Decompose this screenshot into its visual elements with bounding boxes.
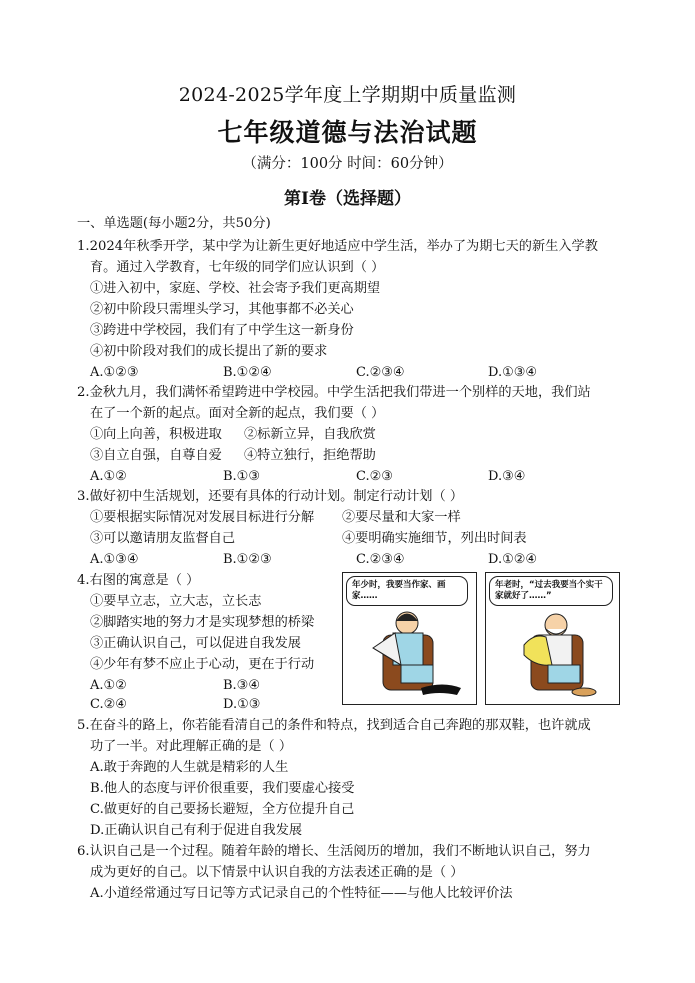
- speech-bubble: 年老时，“过去我要当个实干家就好了……”: [489, 576, 613, 606]
- q6-stem-line1: 6.认识自己是一个过程。随着年龄的增长、生活阅历的增加，我们不断地认识自己，努力: [77, 844, 591, 859]
- q2-stem-line2: 在了一个新的起点。面对全新的起点，我们要（ ）: [90, 406, 385, 421]
- young-man-figure-icon: [343, 573, 476, 704]
- option-b[interactable]: B.①②③: [223, 552, 272, 567]
- volume-heading: 第Ⅰ卷（选择题）: [284, 189, 411, 209]
- q2-item: ②标新立异，自我欣赏: [244, 427, 376, 442]
- comic-panel-old: [485, 572, 620, 705]
- option-b[interactable]: B.①②④: [223, 365, 272, 380]
- option-c[interactable]: C.②④: [90, 697, 127, 712]
- option-c[interactable]: C.②③: [356, 469, 393, 484]
- q1-stem-line1: 1.2024年秋季开学，某中学为让新生更好地适应中学生活，举办了为期七天的新生入学教: [77, 239, 598, 254]
- old-man-figure-icon: [486, 573, 619, 704]
- option-a[interactable]: A.①②: [90, 469, 127, 484]
- q3-item: ④要明确实施细节，列出时间表: [342, 531, 527, 546]
- q1-stem-line2: 育。通过入学教育，七年级的同学们应认识到（ ）: [90, 260, 385, 275]
- q6-stem-line2: 成为更好的自己。以下情景中认识自我的方法表述正确的是（ ）: [90, 865, 464, 880]
- option-a[interactable]: A.敢于奔跑的人生就是精彩的人生: [90, 760, 289, 775]
- q2-item: ③自立自强，自尊自爱: [90, 448, 222, 463]
- q4-stem-line1: 4.右图的寓意是（ ）: [77, 573, 200, 588]
- q5-stem-line2: 功了一半。对此理解正确的是（ ）: [90, 739, 293, 754]
- exam-subject: 七年级道德与法治试题: [217, 118, 478, 147]
- option-c[interactable]: C.做更好的自己要扬长避短，全方位提升自己: [90, 802, 355, 817]
- q3-item: ②要尽量和大家一样: [342, 510, 461, 525]
- option-b[interactable]: B.①③: [223, 469, 260, 484]
- q1-item: ③跨进中学校园，我们有了中学生这一新身份: [90, 323, 354, 338]
- option-a[interactable]: A.①②: [90, 678, 127, 693]
- q3-item: ①要根据实际情况对发展目标进行分解: [90, 510, 315, 525]
- q1-item: ②初中阶段只需埋头学习，其他事都不必关心: [90, 302, 354, 317]
- option-d[interactable]: D.①②④: [488, 552, 538, 567]
- option-c[interactable]: C.②③④: [356, 365, 405, 380]
- comic-panel-young: [342, 572, 477, 705]
- q1-item: ①进入初中，家庭、学校、社会寄予我们更高期望: [90, 281, 381, 296]
- q4-item: ①要早立志，立大志，立长志: [90, 594, 262, 609]
- q4-item: ③正确认识自己，可以促进自我发展: [90, 636, 301, 651]
- option-d[interactable]: D.正确认识自己有利于促进自我发展: [90, 823, 303, 838]
- q2-item: ④特立独行，拒绝帮助: [244, 448, 376, 463]
- q3-item: ③可以邀请朋友监督自己: [90, 531, 236, 546]
- exam-title: 2024-2025学年度上学期期中质量监测: [178, 84, 517, 106]
- q4-item: ②脚踏实地的努力才是实现梦想的桥梁: [90, 615, 315, 630]
- q4-item: ④少年有梦不应止于心动，更在于行动: [90, 657, 315, 672]
- option-d[interactable]: D.①③④: [488, 365, 538, 380]
- option-d[interactable]: D.③④: [488, 469, 526, 484]
- q5-stem-line1: 5.在奋斗的路上，你若能看清自己的条件和特点，找到适合自己奔跑的那双鞋，也许就成: [77, 718, 591, 733]
- exam-meta: （满分：100分 时间：60分钟）: [242, 156, 453, 172]
- q1-item: ④初中阶段对我们的成长提出了新的要求: [90, 344, 328, 359]
- option-a[interactable]: A.小道经常通过写日记等方式记录自己的个性特征——与他人比较评价法: [90, 886, 513, 901]
- option-c[interactable]: C.②③④: [356, 552, 405, 567]
- option-d[interactable]: D.①③: [223, 697, 261, 712]
- option-a[interactable]: A.①③④: [90, 552, 139, 567]
- section-heading: 一、单选题(每小题2分，共50分): [77, 216, 271, 231]
- q2-stem-line1: 2.金秋九月，我们满怀希望跨进中学校园。中学生活把我们带进一个别样的天地，我们站: [77, 385, 591, 400]
- option-b[interactable]: B.他人的态度与评价很重要，我们要虚心接受: [90, 781, 355, 796]
- speech-bubble: 年少时，我要当作家、画家……: [346, 576, 468, 606]
- option-a[interactable]: A.①②③: [90, 365, 139, 380]
- q3-stem-line1: 3.做好初中生活规划，还要有具体的行动计划。制定行动计划（ ）: [77, 489, 464, 504]
- option-b[interactable]: B.③④: [223, 678, 260, 693]
- q2-item: ①向上向善，积极进取: [90, 427, 222, 442]
